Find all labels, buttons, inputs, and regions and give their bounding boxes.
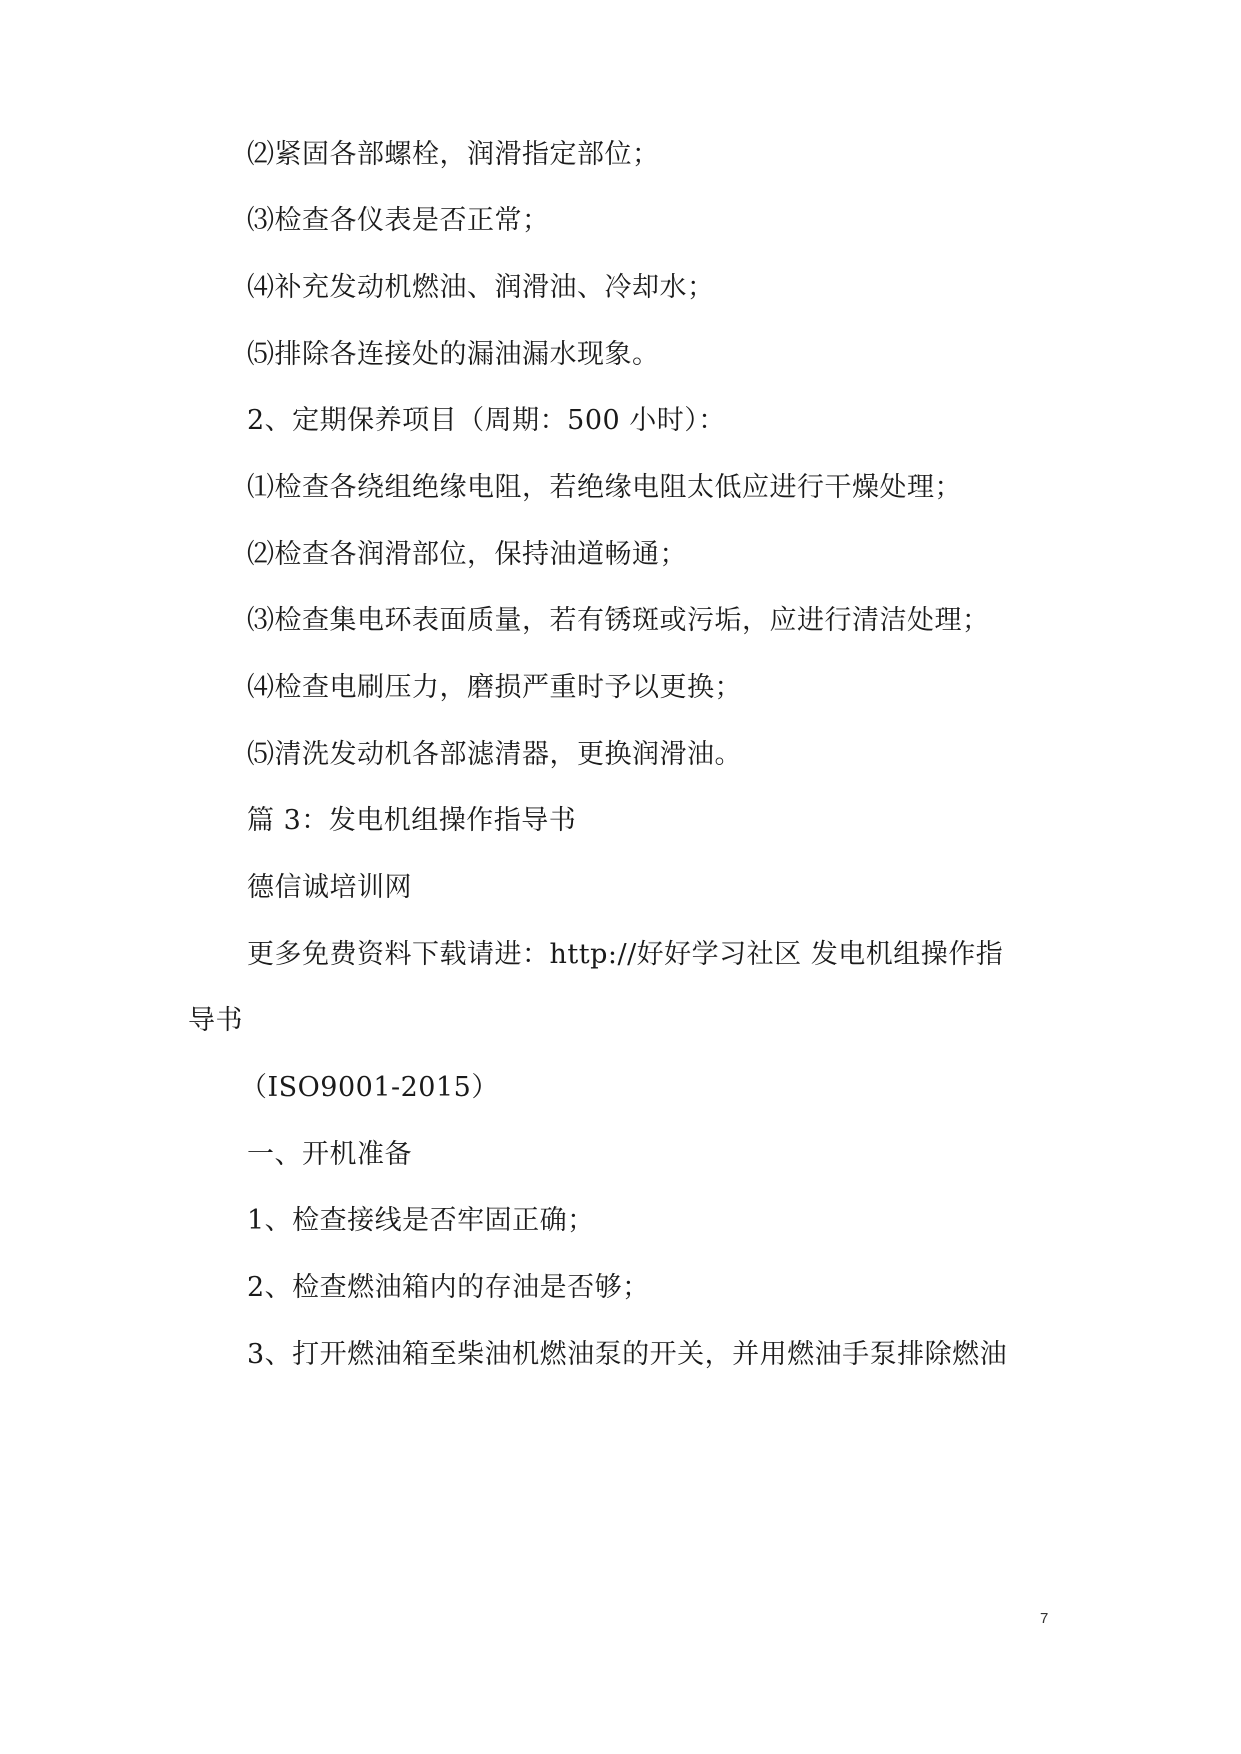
text-line: 导书 — [188, 1005, 243, 1036]
text-line: ⑵检查各润滑部位，保持油道畅通； — [247, 539, 687, 570]
section-heading: 2、定期保养项目（周期：500 小时）： — [247, 405, 726, 436]
text-line: ⑵紧固各部螺栓，润滑指定部位； — [247, 139, 660, 170]
chapter-title: 篇 3：发电机组操作指导书 — [247, 805, 577, 836]
standard-reference: （ISO9001-2015） — [240, 1072, 499, 1103]
text-line: 1、检查接线是否牢固正确； — [247, 1205, 595, 1236]
source-name: 德信诚培训网 — [247, 872, 412, 903]
text-line: ⑸排除各连接处的漏油漏水现象。 — [247, 339, 660, 370]
text-line: ⑴检查各绕组绝缘电阻，若绝缘电阻太低应进行干燥处理； — [247, 472, 962, 503]
text-line: 更多免费资料下载请进：http://好好学习社区 发电机组操作指 — [247, 939, 1004, 970]
text-line: ⑷补充发动机燃油、润滑油、冷却水； — [247, 272, 715, 303]
text-line: ⑶检查集电环表面质量，若有锈斑或污垢，应进行清洁处理； — [247, 605, 990, 636]
section-heading: 一、开机准备 — [247, 1139, 412, 1170]
page-number: 7 — [1040, 1610, 1049, 1627]
text-line: ⑸清洗发动机各部滤清器，更换润滑油。 — [247, 739, 742, 770]
text-line: ⑷检查电刷压力，磨损严重时予以更换； — [247, 672, 742, 703]
text-line: 3、打开燃油箱至柴油机燃油泵的开关，并用燃油手泵排除燃油 — [247, 1339, 1008, 1370]
text-line: ⑶检查各仪表是否正常； — [247, 205, 550, 236]
text-line: 2、检查燃油箱内的存油是否够； — [247, 1272, 650, 1303]
